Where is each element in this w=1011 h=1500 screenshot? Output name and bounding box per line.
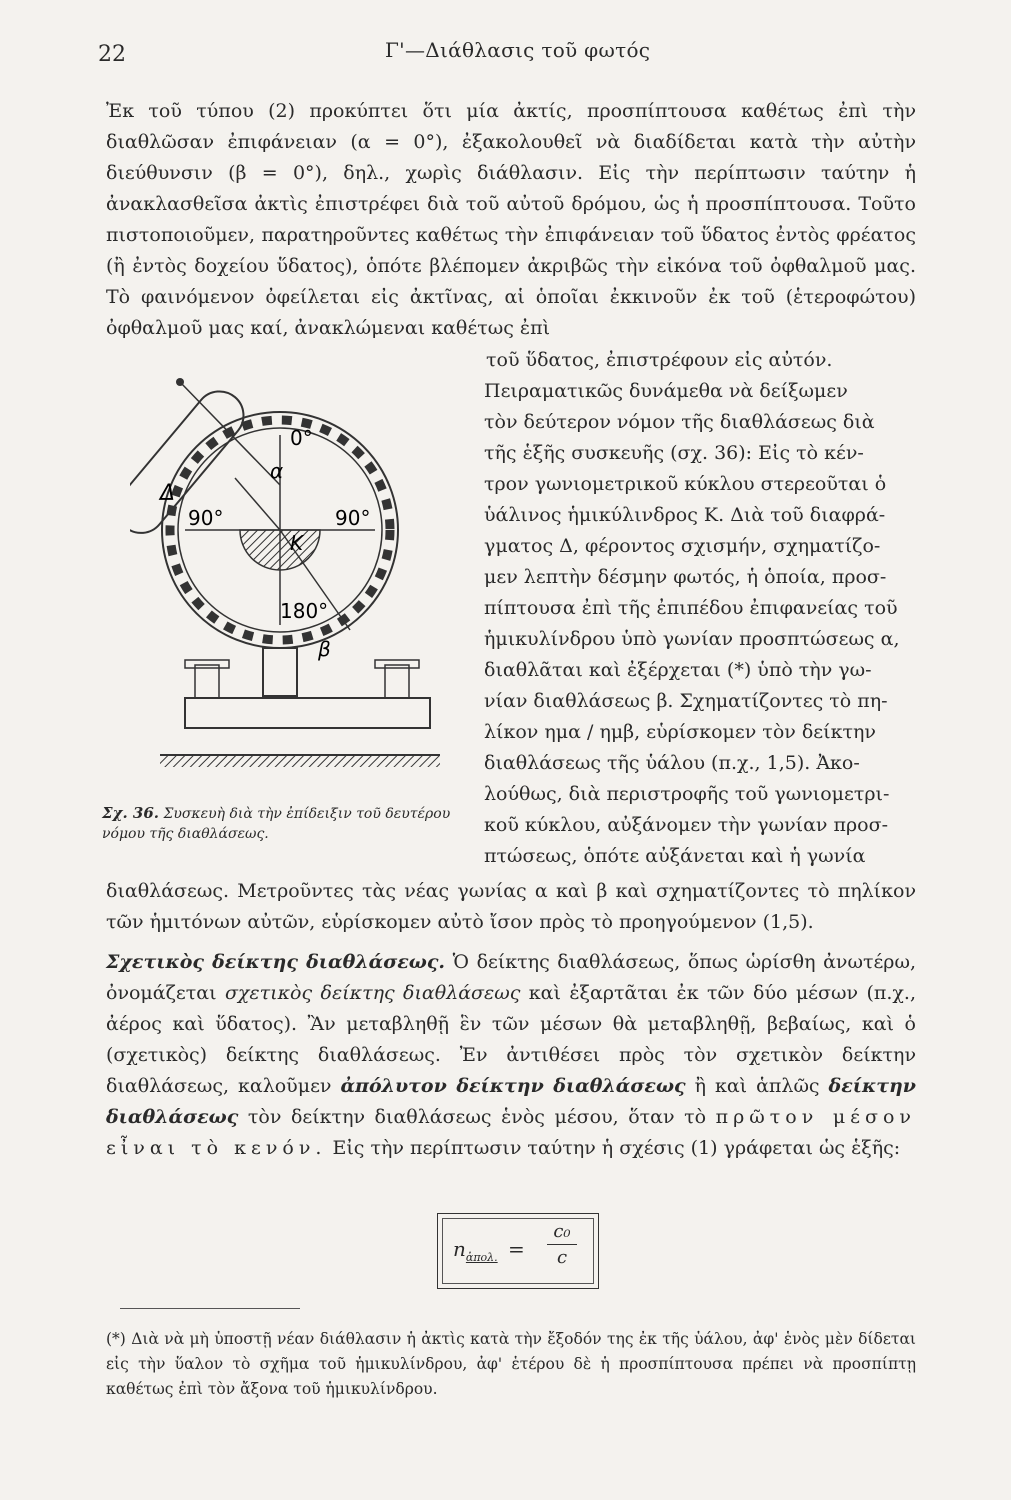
caption-number: Σχ. 36. <box>102 804 160 822</box>
label-90-left: 90° <box>188 506 224 530</box>
right-line: νίαν διαθλάσεως β. Σχηματίζοντες τὸ πη- <box>484 690 888 712</box>
footnote-rule <box>120 1308 300 1309</box>
right-line: λίκον ημα / ημβ, εὑρίσκομεν τὸν δείκτην <box>484 721 876 743</box>
label-delta: Δ <box>160 481 176 506</box>
right-line: γματος Δ, φέροντος σχισμήν, σχηματίζο- <box>484 535 881 557</box>
running-header: Γ'—Διάθλασις τοῦ φωτός <box>385 38 651 62</box>
label-beta: β <box>318 637 331 661</box>
right-column <box>484 376 916 872</box>
right-line: διαθλάσεως τῆς ὑάλου (π.χ., 1,5). Ἀκο- <box>484 752 860 774</box>
right-line: τὸν δεύτερον νόμον τῆς διαθλάσεως διὰ <box>484 411 875 433</box>
right-line: μεν λεπτὴν δέσμην φωτός, ἡ ὁποία, προσ- <box>484 566 887 588</box>
paragraph-relative-index: Σχετικὸς δείκτης διαθλάσεως. Ὁ δείκτης διαθλάσεως, ὅπως ὡρίσθη ἀνωτέρω, ὀνομάζεται σχετικὸς δείκτης διαθλάσεως καὶ ἐξαρτᾶται ἐκ τῶν δύο μέσων (π.χ., ἀέρος καὶ ὕδατος). Ἂν μεταβληθῇ ἓν τῶν μέσων θὰ μεταβληθῇ, βεβαίως, καὶ ὁ (σχετικὸς) δείκτης διαθλάσεως. Ἐν ἀντιθέσει πρὸς τὸν σχετικὸν δείκτην διαθλάσεως, καλοῦμεν ἀπόλυτον δείκτην διαθλάσεως ἢ καὶ ἁπλῶς δείκτην διαθλάσεως τὸν δείκτην διαθλάσεως ἑνὸς μέσου, ὅταν τὸ πρῶτον μέσον εἶναι τὸ κενόν. Εἰς τὴν περίπτωσιν ταύτην ἡ σχέσις (1) γράφεται ὡς ἑξῆς: <box>106 951 916 1159</box>
stand-post <box>263 648 297 696</box>
ground-hatch <box>160 755 440 767</box>
section-heading: Σχετικὸς δείκτης διαθλάσεως. <box>106 951 446 973</box>
right-line: ἡμικυλίνδρου ὑπὸ γωνίαν προσπτώσεως α, <box>484 628 900 650</box>
page-number: 22 <box>98 42 126 67</box>
paragraph-continuation: διαθλάσεως. Μετροῦντες τὰς νέας γωνίας α καὶ β καὶ σχηματίζοντες τὸ πηλίκον τῶν ἡμιτόνων αὐτῶν, εὑρίσκομεν αὐτὸ ἴσον πρὸς τὸ προηγούμενον (1,5). <box>106 880 916 933</box>
label-alpha: α <box>270 459 284 483</box>
formula-box <box>437 1213 599 1289</box>
figure-36-apparatus <box>130 360 460 800</box>
stand-base <box>185 698 430 728</box>
figure-caption <box>102 803 462 844</box>
paragraph-intro-tail: τοῦ ὕδατος, ἐπιστρέφουν εἰς αὐτόν. <box>486 349 833 371</box>
formula-denominator: c <box>556 1247 568 1268</box>
footnote: (*) Διὰ νὰ μὴ ὑποστῇ νέαν διάθλασιν ἡ ἀκτὶς κατὰ τὴν ἔξοδόν της ἐκ τῆς ὑάλου, ἀφ' ἑνὸς μὲν δίδεται εἰς τὴν ὕαλον τὸ σχῆμα τοῦ ἡμικυλίνδρου, ἀφ' ἑτέρου δὲ ἡ προσπίπτουσα πρέπει νὰ προσπίπτῃ καθέτως ἐπὶ τὸν ἄξονα τοῦ ἡμικυλίνδρου. <box>106 1330 916 1398</box>
paragraph-intro: Ἐκ τοῦ τύπου (2) προκύπτει ὅτι μία ἀκτίς, προσπίπτουσα καθέτως ἐπὶ τὴν διαθλῶσαν ἐπιφάνειαν (α = 0°), ἐξακολουθεῖ νὰ διαδίδεται κατὰ τὴν αὐτὴν διεύθυνσιν (β = 0°), δηλ., χωρὶς διάθλασιν. Εἰς τὴν περίπτωσιν ταύτην ἡ ἀνακλασθεῖσα ἀκτὶς ἐπιστρέφει διὰ τοῦ αὐτοῦ δρόμου, ὡς ἡ προσπίπτουσα. Τοῦτο πιστοποιοῦμεν, παρατηροῦντες καθέτως τὴν ἐπιφάνειαν τοῦ ὕδατος ἐντὸς φρέατος (ἢ ἐντὸς δοχείου ὕδατος), ὁπότε βλέπομεν ἀκριβῶς τὴν εἰκόνα τοῦ ὀφθαλμοῦ μας. Τὸ φαινόμενον ὀφείλεται εἰς ἀκτῖνας, αἱ ὁποῖαι ἐκκινοῦν ἐκ τοῦ (ἑτεροφώτου) ὀφθαλμοῦ μας καί, ἀνακλώμεναι καθέτως ἐπὶ <box>106 100 916 339</box>
right-line: διαθλᾶται καὶ ἐξέρχεται (*) ὑπὸ τὴν γω- <box>484 659 872 681</box>
label-0deg: 0° <box>290 426 313 450</box>
formula-eq: = <box>508 1237 525 1261</box>
label-90-right: 90° <box>335 506 371 530</box>
right-line: πίπτουσα ἐπὶ τῆς ἐπιπέδου ἐπιφανείας τοῦ <box>484 597 898 619</box>
formula-lhs: n <box>453 1237 466 1261</box>
right-line: κοῦ κύκλου, αὐξάνομεν τὴν γωνίαν προσ- <box>484 814 889 836</box>
right-line: ὑάλινος ἡμικύλινδρος K. Διὰ τοῦ διαφρά- <box>484 504 886 526</box>
formula-lhs-sub: ἀπολ. <box>465 1251 498 1264</box>
label-K: K <box>290 531 304 555</box>
right-line: Πειραματικῶς δυνάμεθα νὰ δείξωμεν <box>484 380 848 402</box>
right-line: πτώσεως, ὁπότε αὐξάνεται καὶ ἡ γωνία <box>484 845 866 867</box>
right-line: λούθως, διὰ περιστροφῆς τοῦ γωνιομετρι- <box>484 783 890 805</box>
caption-text: Συσκευὴ διὰ τὴν ἐπίδειξιν τοῦ δευτέρου νόμου τῆς διαθλάσεως. <box>102 806 451 842</box>
right-line: τρον γωνιομετρικοῦ κύκλου στερεοῦται ὁ <box>484 473 887 495</box>
formula-numerator: c₀ <box>553 1221 571 1242</box>
label-180deg: 180° <box>280 599 329 623</box>
right-line: τῆς ἑξῆς συσκευῆς (σχ. 36): Εἰς τὸ κέν- <box>484 442 864 464</box>
